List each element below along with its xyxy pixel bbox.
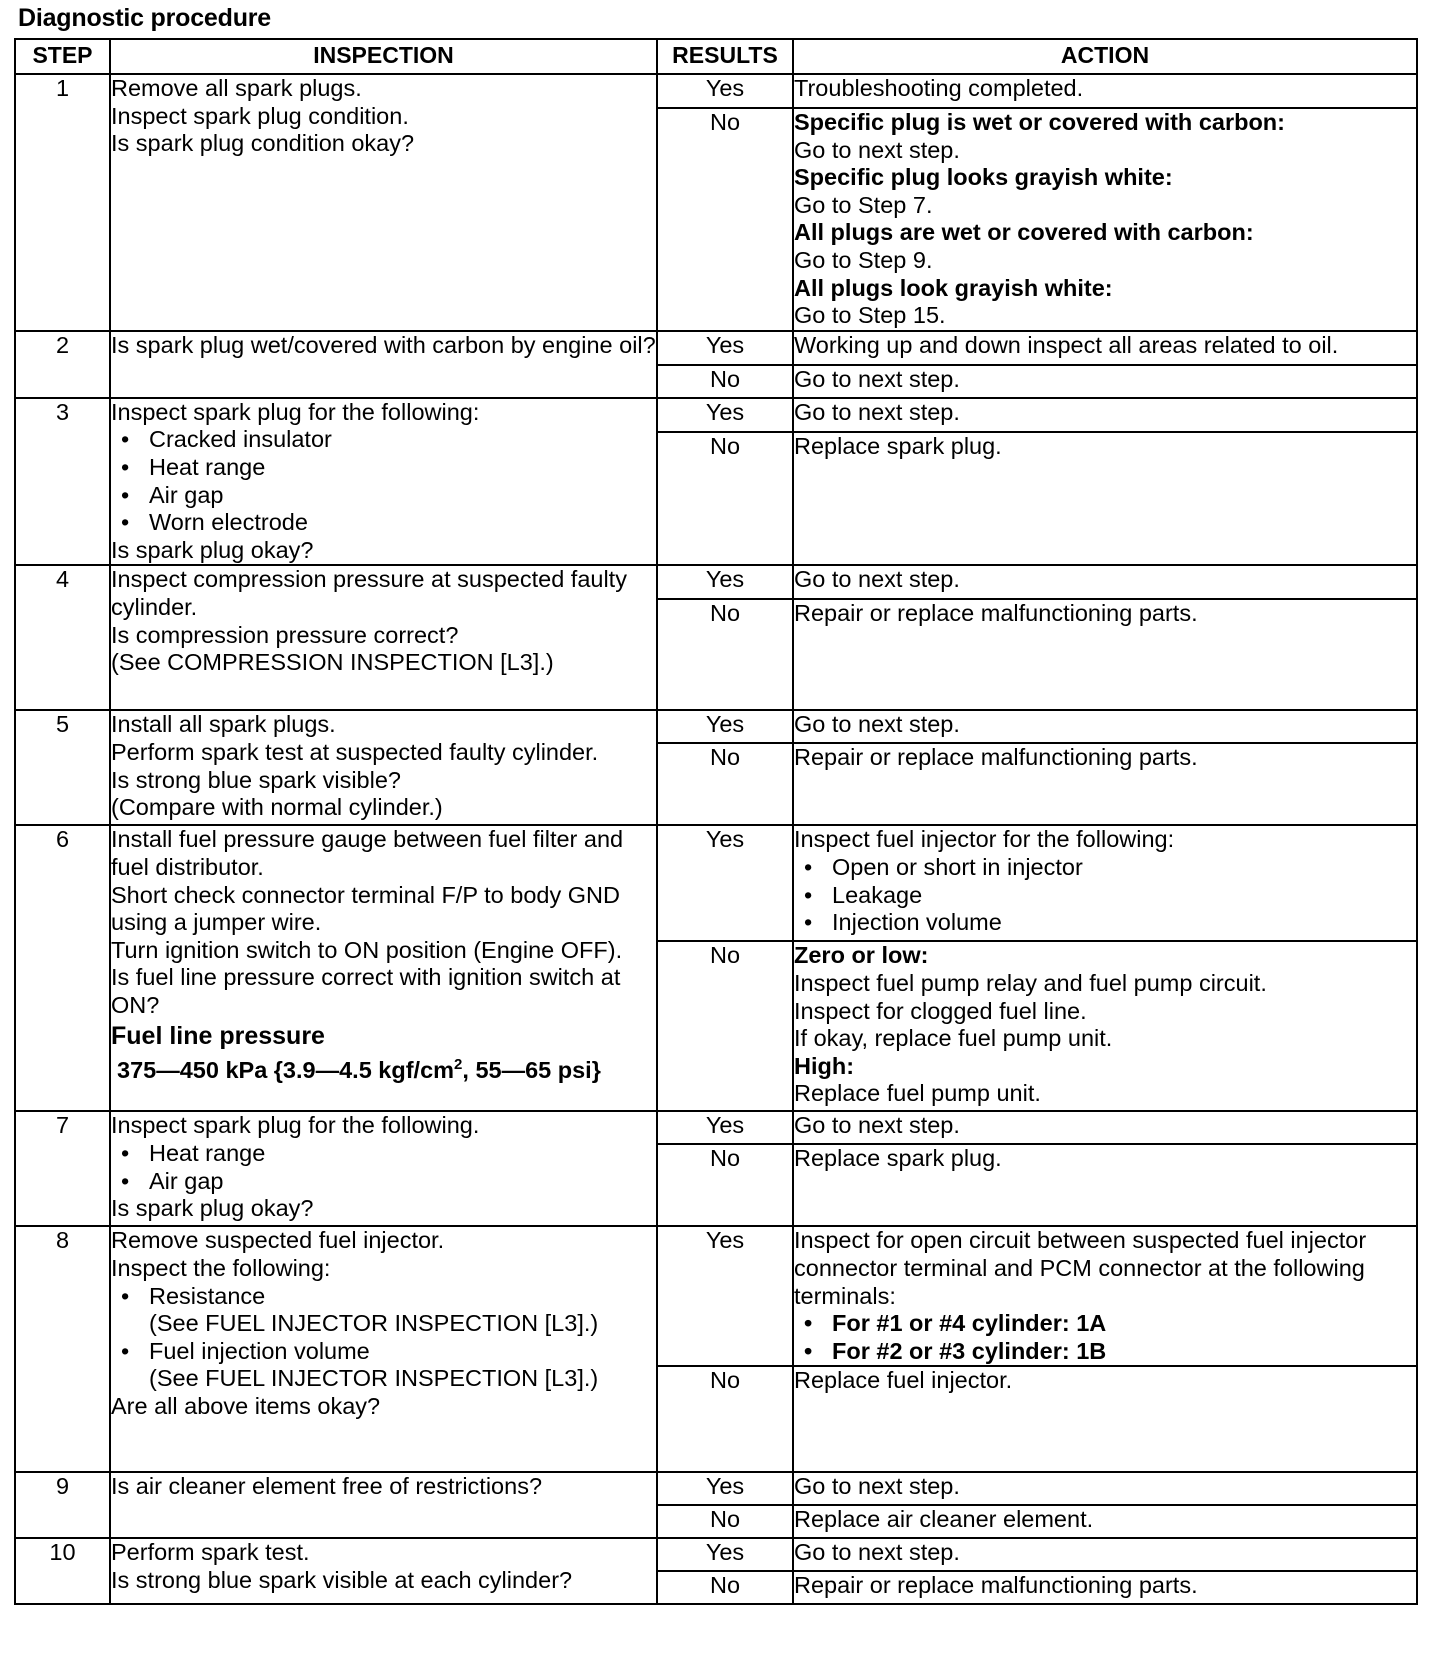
result-no: No — [657, 108, 793, 331]
result-yes: Yes — [657, 398, 793, 433]
action-no — [793, 1571, 1417, 1604]
action-no — [793, 1144, 1417, 1226]
inspection-line: Are all above items okay? — [111, 1392, 381, 1419]
inspection-line: Perform spark test. — [111, 1539, 310, 1566]
action-yes — [793, 565, 1417, 599]
result-no: No — [657, 599, 793, 710]
list-item: • For #2 or #3 cylinder: 1B — [794, 1338, 1416, 1366]
action-bullet-list — [794, 854, 1416, 937]
step-number: 7 — [15, 1111, 110, 1226]
action-line: Go to next step. — [794, 365, 960, 392]
list-item-note: (See FUEL INJECTOR INSPECTION [L3].) — [149, 1310, 599, 1337]
list-item: • Heat range — [111, 1140, 656, 1168]
list-item — [111, 1338, 656, 1393]
action-line: Go to next step. — [794, 566, 960, 593]
action-yes — [793, 710, 1417, 743]
list-item: • Leakage — [794, 882, 1416, 910]
inspection-line: Inspect spark plug condition. — [111, 102, 409, 129]
result-yes: Yes — [657, 710, 793, 743]
inspection-cell — [110, 1111, 657, 1226]
list-item: • Open or short in injector — [794, 854, 1416, 882]
action-line: Go to next step. — [794, 1112, 960, 1139]
list-item: • Worn electrode — [111, 509, 656, 537]
action-line: Inspect fuel pump relay and fuel pump circuit. — [794, 969, 1267, 996]
table-row — [15, 331, 1417, 365]
action-yes — [793, 825, 1417, 941]
action-yes — [793, 1111, 1417, 1144]
action-line: Replace fuel pump unit. — [794, 1080, 1041, 1107]
table-row — [15, 1111, 1417, 1144]
inspection-bullet-list — [111, 1283, 656, 1393]
list-item: • Cracked insulator — [111, 426, 656, 454]
table-row — [15, 565, 1417, 599]
step-number: 8 — [15, 1226, 110, 1472]
result-yes: Yes — [657, 331, 793, 365]
action-condition: Zero or low: — [794, 942, 929, 969]
inspection-line: Install fuel pressure gauge between fuel filter and fuel distributor. — [111, 826, 624, 880]
inspection-bullet-list — [111, 426, 656, 536]
result-no: No — [657, 743, 793, 825]
action-line: Repair or replace malfunctioning parts. — [794, 600, 1198, 627]
result-no: No — [657, 1144, 793, 1226]
inspection-line: Is compression pressure correct? — [111, 621, 459, 648]
table-row — [15, 1226, 1417, 1366]
inspection-line: Turn ignition switch to ON position (Engine OFF). — [111, 936, 623, 963]
spec-title: Fuel line pressure — [111, 1022, 325, 1051]
page-title: Diagnostic procedure — [18, 4, 271, 32]
action-condition: All plugs are wet or covered with carbon: — [794, 219, 1254, 246]
result-yes: Yes — [657, 1111, 793, 1144]
action-line: Inspect fuel injector for the following: — [794, 826, 1175, 853]
table-row — [15, 74, 1417, 108]
result-no: No — [657, 941, 793, 1111]
table-row — [15, 1538, 1417, 1571]
table-row — [15, 1472, 1417, 1505]
inspection-line: Is strong blue spark visible at each cylinder? — [111, 1566, 573, 1593]
inspection-cell — [110, 710, 657, 825]
inspection-cell — [110, 74, 657, 331]
inspection-line: Is air cleaner element free of restrictions? — [111, 1473, 543, 1500]
action-yes — [793, 331, 1417, 365]
list-item: • Heat range — [111, 454, 656, 482]
action-yes — [793, 74, 1417, 108]
action-line: Go to Step 15. — [794, 302, 946, 329]
inspection-cell — [110, 565, 657, 710]
spec-value-b: , 55—65 psi} — [462, 1057, 601, 1084]
inspection-line: Is spark plug condition okay? — [111, 130, 415, 157]
spec-value — [111, 1053, 656, 1087]
header-inspection: INSPECTION — [110, 39, 657, 74]
result-yes: Yes — [657, 74, 793, 108]
list-item-label: • Fuel injection volume — [149, 1337, 370, 1364]
inspection-line: Remove suspected fuel injector. — [111, 1227, 445, 1254]
action-no — [793, 365, 1417, 398]
action-no — [793, 432, 1417, 565]
action-line: Replace fuel injector. — [794, 1367, 1013, 1394]
inspection-line: Remove all spark plugs. — [111, 75, 362, 101]
action-line: Repair or replace malfunctioning parts. — [794, 744, 1198, 771]
action-line: Replace air cleaner element. — [794, 1506, 1094, 1533]
inspection-line: Inspect compression pressure at suspected faulty cylinder. — [111, 566, 627, 620]
inspection-cell — [110, 1538, 657, 1604]
action-line: Go to Step 9. — [794, 246, 933, 273]
inspection-line: Install all spark plugs. — [111, 711, 336, 738]
action-line: Go to next step. — [794, 398, 960, 425]
list-item — [111, 1283, 656, 1338]
action-line: Go to next step. — [794, 1539, 960, 1566]
inspection-cell — [110, 398, 657, 566]
inspection-line: Inspect spark plug for the following. — [111, 1112, 480, 1139]
action-no — [793, 108, 1417, 331]
action-no — [793, 1366, 1417, 1472]
header-row — [15, 39, 1417, 74]
action-line: Go to next step. — [794, 136, 960, 163]
action-line: If okay, replace fuel pump unit. — [794, 1025, 1113, 1052]
inspection-line: Inspect spark plug for the following: — [111, 398, 480, 425]
result-yes: Yes — [657, 1472, 793, 1505]
action-no — [793, 1505, 1417, 1538]
inspection-line: (See COMPRESSION INSPECTION [L3].) — [111, 649, 554, 676]
step-number: 2 — [15, 331, 110, 398]
action-no — [793, 743, 1417, 825]
list-item: • For #1 or #4 cylinder: 1A — [794, 1310, 1416, 1338]
list-item: • Injection volume — [794, 909, 1416, 937]
action-no — [793, 599, 1417, 710]
step-number: 6 — [15, 825, 110, 1111]
inspection-line: Short check connector terminal F/P to body GND using a jumper wire. — [111, 881, 620, 936]
action-condition: High: — [794, 1052, 855, 1079]
action-line: Go to Step 7. — [794, 191, 933, 218]
action-condition: Specific plug looks grayish white: — [794, 164, 1173, 191]
inspection-line: Is strong blue spark visible? — [111, 766, 401, 793]
inspection-bullet-list — [111, 1140, 656, 1195]
action-yes — [793, 1226, 1417, 1366]
action-line: Repair or replace malfunctioning parts. — [794, 1572, 1198, 1599]
action-yes — [793, 1472, 1417, 1505]
spec-value-a: 375—450 kPa {3.9—4.5 kgf/cm — [117, 1057, 455, 1084]
result-no: No — [657, 1571, 793, 1604]
header-step: STEP — [15, 39, 110, 74]
inspection-cell — [110, 331, 657, 398]
header-results: RESULTS — [657, 39, 793, 74]
action-yes — [793, 398, 1417, 433]
list-item: • Air gap — [111, 1168, 656, 1196]
list-item: • Air gap — [111, 482, 656, 510]
step-number: 4 — [15, 565, 110, 710]
result-no: No — [657, 1505, 793, 1538]
action-bullet-list — [794, 1310, 1416, 1365]
list-item-label: • Resistance — [149, 1282, 266, 1309]
list-item-note: (See FUEL INJECTOR INSPECTION [L3].) — [149, 1365, 599, 1392]
result-no: No — [657, 1366, 793, 1472]
step-number: 3 — [15, 398, 110, 566]
inspection-line: Is spark plug wet/covered with carbon by engine oil? — [111, 331, 656, 358]
table-row — [15, 825, 1417, 941]
step-number: 5 — [15, 710, 110, 825]
action-line: Go to next step. — [794, 1473, 960, 1500]
step-number: 1 — [15, 74, 110, 331]
inspection-line: (Compare with normal cylinder.) — [111, 794, 443, 821]
action-condition: Specific plug is wet or covered with carbon: — [794, 109, 1285, 135]
action-line: Replace spark plug. — [794, 433, 1002, 460]
inspection-line: Is spark plug okay? — [111, 1195, 314, 1222]
result-no: No — [657, 432, 793, 565]
action-line: Go to next step. — [794, 711, 960, 738]
step-number: 10 — [15, 1538, 110, 1604]
action-yes — [793, 1538, 1417, 1571]
result-yes: Yes — [657, 1226, 793, 1366]
inspection-line: Perform spark test at suspected faulty cylinder. — [111, 738, 599, 765]
inspection-line: Is spark plug okay? — [111, 536, 314, 563]
diagnostic-table — [14, 38, 1418, 1605]
table-row — [15, 398, 1417, 433]
result-yes: Yes — [657, 825, 793, 941]
action-condition: All plugs look grayish white: — [794, 274, 1113, 301]
table-row — [15, 710, 1417, 743]
action-line: Troubleshooting completed. — [794, 75, 1084, 101]
inspection-cell — [110, 1226, 657, 1472]
inspection-line: Inspect the following: — [111, 1254, 331, 1281]
header-action: ACTION — [793, 39, 1417, 74]
inspection-cell — [110, 825, 657, 1111]
result-yes: Yes — [657, 565, 793, 599]
action-line: Inspect for clogged fuel line. — [794, 997, 1087, 1024]
result-yes: Yes — [657, 1538, 793, 1571]
action-line: Inspect for open circuit between suspected fuel injector connector terminal and PCM connector at the following terminals: — [794, 1227, 1367, 1309]
inspection-cell — [110, 1472, 657, 1538]
action-line: Replace spark plug. — [794, 1145, 1002, 1172]
spec-superscript: 2 — [454, 1056, 463, 1074]
result-no: No — [657, 365, 793, 398]
action-no — [793, 941, 1417, 1111]
action-line: Working up and down inspect all areas related to oil. — [794, 331, 1339, 358]
inspection-line: Is fuel line pressure correct with ignition switch at ON? — [111, 964, 621, 1018]
step-number: 9 — [15, 1472, 110, 1538]
